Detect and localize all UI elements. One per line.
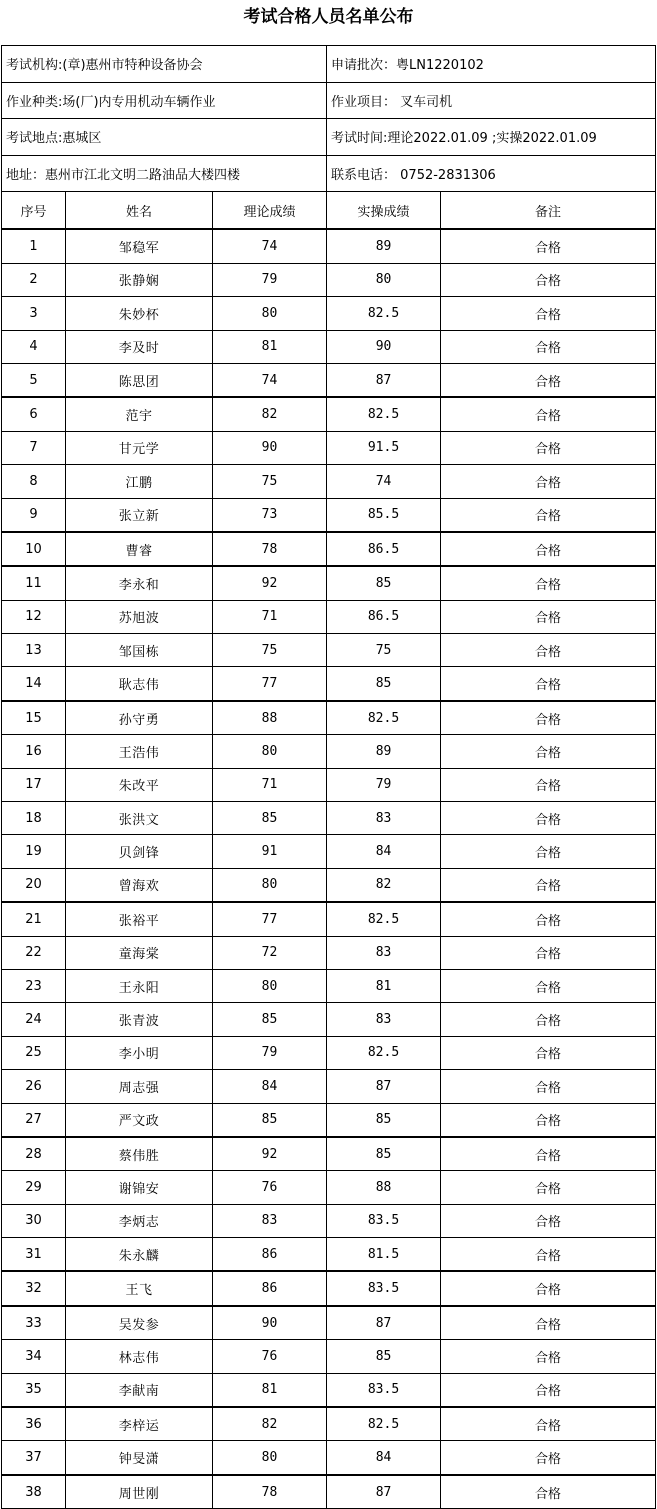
location-cell: 考试地点:惠城区 [2,119,327,156]
row-index-cell: 2 [2,263,66,296]
row-theory-cell: 88 [213,701,327,735]
row-practical-cell: 88 [327,1171,441,1204]
table-row [2,330,656,363]
row-practical-cell: 85 [327,1103,441,1137]
table-row [2,1103,656,1137]
row-theory-cell: 71 [213,768,327,801]
table-row [2,1441,656,1475]
table-row [2,532,656,566]
row-remark-cell: 合格 [441,498,656,532]
table-row [2,263,656,296]
row-name-cell: 李小明 [66,1036,213,1069]
row-theory-cell: 82 [213,1407,327,1441]
table-row [2,297,656,330]
row-remark-cell: 合格 [441,1036,656,1069]
row-name-cell: 江鹏 [66,465,213,498]
row-practical-cell: 87 [327,1475,441,1509]
row-name-cell: 邹稳军 [66,229,213,263]
row-name-cell: 朱妙杯 [66,297,213,330]
row-name-cell: 张立新 [66,498,213,532]
row-remark-cell: 合格 [441,902,656,936]
info-row-3 [2,119,656,156]
table-row [2,1238,656,1272]
job-type-cell: 作业种类:场(厂)内专用机动车辆作业 [2,82,327,119]
row-name-cell: 孙守勇 [66,701,213,735]
row-index-cell: 21 [2,902,66,936]
row-practical-cell: 84 [327,1441,441,1475]
row-theory-cell: 77 [213,902,327,936]
row-practical-cell: 85.5 [327,498,441,532]
row-practical-cell: 87 [327,363,441,397]
row-practical-cell: 85 [327,1137,441,1171]
row-practical-cell: 85 [327,566,441,600]
row-name-cell: 李梓运 [66,1407,213,1441]
row-index-cell: 37 [2,1441,66,1475]
table-row [2,868,656,902]
table-row [2,465,656,498]
row-index-cell: 32 [2,1271,66,1305]
row-remark-cell: 合格 [441,1271,656,1305]
phone-cell: 联系电话： 0752-2831306 [327,155,656,192]
row-name-cell: 贝剑锋 [66,835,213,868]
row-name-cell: 曾海欢 [66,868,213,902]
row-name-cell: 王浩伟 [66,735,213,768]
row-theory-cell: 86 [213,1271,327,1305]
row-practical-cell: 82.5 [327,397,441,431]
row-index-cell: 34 [2,1340,66,1373]
table-row [2,902,656,936]
row-index-cell: 6 [2,397,66,431]
table-row [2,802,656,835]
table-row [2,498,656,532]
row-name-cell: 蔡伟胜 [66,1137,213,1171]
row-index-cell: 22 [2,936,66,969]
table-row [2,1003,656,1036]
table-row [2,363,656,397]
row-practical-cell: 82.5 [327,1036,441,1069]
row-index-cell: 25 [2,1036,66,1069]
row-theory-cell: 71 [213,600,327,633]
row-name-cell: 邹国栋 [66,634,213,667]
institution-cell: 考试机构:(章)惠州市特种设备协会 [2,46,327,83]
row-practical-cell: 89 [327,735,441,768]
row-practical-cell: 75 [327,634,441,667]
row-remark-cell: 合格 [441,1407,656,1441]
row-name-cell: 周世刚 [66,1475,213,1509]
row-index-cell: 33 [2,1306,66,1340]
row-remark-cell: 合格 [441,532,656,566]
row-practical-cell: 80 [327,263,441,296]
row-practical-cell: 87 [327,1306,441,1340]
table-row [2,229,656,263]
header-theory: 理论成绩 [213,192,327,230]
row-remark-cell: 合格 [441,1003,656,1036]
row-index-cell: 28 [2,1137,66,1171]
table-row [2,667,656,701]
row-remark-cell: 合格 [441,263,656,296]
row-theory-cell: 83 [213,1204,327,1237]
row-theory-cell: 76 [213,1171,327,1204]
row-remark-cell: 合格 [441,1171,656,1204]
row-remark-cell: 合格 [441,297,656,330]
row-index-cell: 11 [2,566,66,600]
row-remark-cell: 合格 [441,229,656,263]
row-index-cell: 17 [2,768,66,801]
page-title: 考试合格人员名单公布 [243,7,414,27]
row-name-cell: 张洪文 [66,802,213,835]
row-practical-cell: 82 [327,868,441,902]
row-theory-cell: 75 [213,634,327,667]
row-theory-cell: 92 [213,1137,327,1171]
row-practical-cell: 84 [327,835,441,868]
row-practical-cell: 86.5 [327,600,441,633]
row-practical-cell: 83.5 [327,1271,441,1305]
row-name-cell: 张青波 [66,1003,213,1036]
row-name-cell: 钟旻潇 [66,1441,213,1475]
row-remark-cell: 合格 [441,1204,656,1237]
row-practical-cell: 87 [327,1070,441,1103]
row-index-cell: 1 [2,229,66,263]
row-index-cell: 27 [2,1103,66,1137]
row-practical-cell: 83.5 [327,1373,441,1407]
table-row [2,701,656,735]
row-practical-cell: 86.5 [327,532,441,566]
row-theory-cell: 81 [213,330,327,363]
row-name-cell: 朱改平 [66,768,213,801]
row-theory-cell: 76 [213,1340,327,1373]
table-row [2,936,656,969]
row-theory-cell: 86 [213,1238,327,1272]
row-index-cell: 26 [2,1070,66,1103]
row-theory-cell: 78 [213,532,327,566]
row-theory-cell: 72 [213,936,327,969]
row-practical-cell: 79 [327,768,441,801]
row-index-cell: 31 [2,1238,66,1272]
row-theory-cell: 80 [213,969,327,1002]
row-name-cell: 童海棠 [66,936,213,969]
info-row-4 [2,155,656,192]
row-theory-cell: 80 [213,1441,327,1475]
table-row [2,600,656,633]
row-theory-cell: 75 [213,465,327,498]
table-header-row [2,192,656,230]
row-index-cell: 36 [2,1407,66,1441]
table-row [2,566,656,600]
row-theory-cell: 79 [213,1036,327,1069]
exam-time-cell: 考试时间:理论2022.01.09 ;实操2022.01.09 [327,119,656,156]
header-remark: 备注 [441,192,656,230]
row-name-cell: 甘元学 [66,431,213,464]
row-index-cell: 35 [2,1373,66,1407]
row-remark-cell: 合格 [441,1306,656,1340]
row-remark-cell: 合格 [441,1103,656,1137]
row-remark-cell: 合格 [441,936,656,969]
row-remark-cell: 合格 [441,802,656,835]
row-index-cell: 8 [2,465,66,498]
row-remark-cell: 合格 [441,600,656,633]
row-remark-cell: 合格 [441,397,656,431]
row-practical-cell: 82.5 [327,902,441,936]
row-practical-cell: 85 [327,1340,441,1373]
row-remark-cell: 合格 [441,1340,656,1373]
row-remark-cell: 合格 [441,1373,656,1407]
row-index-cell: 12 [2,600,66,633]
row-practical-cell: 82.5 [327,297,441,330]
row-theory-cell: 74 [213,363,327,397]
row-remark-cell: 合格 [441,835,656,868]
row-theory-cell: 85 [213,1103,327,1137]
table-row [2,1204,656,1237]
row-theory-cell: 91 [213,835,327,868]
row-remark-cell: 合格 [441,566,656,600]
row-index-cell: 14 [2,667,66,701]
row-remark-cell: 合格 [441,634,656,667]
row-name-cell: 李献南 [66,1373,213,1407]
row-remark-cell: 合格 [441,969,656,1002]
row-theory-cell: 90 [213,1306,327,1340]
row-practical-cell: 91.5 [327,431,441,464]
header-practical: 实操成绩 [327,192,441,230]
row-remark-cell: 合格 [441,1475,656,1509]
table-row [2,1340,656,1373]
header-index: 序号 [2,192,66,230]
row-theory-cell: 73 [213,498,327,532]
row-theory-cell: 82 [213,397,327,431]
row-name-cell: 吴发参 [66,1306,213,1340]
row-practical-cell: 82.5 [327,701,441,735]
row-index-cell: 29 [2,1171,66,1204]
table-row [2,1373,656,1407]
row-theory-cell: 81 [213,1373,327,1407]
info-row-2 [2,82,656,119]
row-practical-cell: 90 [327,330,441,363]
row-name-cell: 林志伟 [66,1340,213,1373]
row-practical-cell: 82.5 [327,1407,441,1441]
row-index-cell: 13 [2,634,66,667]
table-row [2,1475,656,1509]
row-theory-cell: 84 [213,1070,327,1103]
table-row [2,835,656,868]
row-practical-cell: 81.5 [327,1238,441,1272]
row-name-cell: 李永和 [66,566,213,600]
row-remark-cell: 合格 [441,1137,656,1171]
table-row [2,1036,656,1069]
row-index-cell: 19 [2,835,66,868]
row-index-cell: 30 [2,1204,66,1237]
row-name-cell: 耿志伟 [66,667,213,701]
row-name-cell: 严文政 [66,1103,213,1137]
table-row [2,1137,656,1171]
row-name-cell: 曹睿 [66,532,213,566]
row-remark-cell: 合格 [441,667,656,701]
row-remark-cell: 合格 [441,1070,656,1103]
row-practical-cell: 89 [327,229,441,263]
row-name-cell: 朱永麟 [66,1238,213,1272]
row-name-cell: 李炳志 [66,1204,213,1237]
row-remark-cell: 合格 [441,363,656,397]
row-index-cell: 9 [2,498,66,532]
table-row [2,1407,656,1441]
row-remark-cell: 合格 [441,431,656,464]
row-index-cell: 10 [2,532,66,566]
row-practical-cell: 83.5 [327,1204,441,1237]
row-name-cell: 陈思团 [66,363,213,397]
table-row [2,431,656,464]
table-row [2,1271,656,1305]
info-row-1 [2,46,656,83]
row-name-cell: 李及时 [66,330,213,363]
row-theory-cell: 80 [213,735,327,768]
table-row [2,969,656,1002]
row-practical-cell: 74 [327,465,441,498]
row-practical-cell: 85 [327,667,441,701]
row-theory-cell: 78 [213,1475,327,1509]
address-cell: 地址：惠州市江北文明二路油品大楼四楼 [2,155,327,192]
row-name-cell: 张裕平 [66,902,213,936]
row-remark-cell: 合格 [441,768,656,801]
table-row [2,735,656,768]
row-remark-cell: 合格 [441,1441,656,1475]
row-remark-cell: 合格 [441,465,656,498]
table-row [2,768,656,801]
row-theory-cell: 74 [213,229,327,263]
row-theory-cell: 90 [213,431,327,464]
row-index-cell: 18 [2,802,66,835]
row-index-cell: 4 [2,330,66,363]
results-table [1,45,656,1509]
table-row [2,1306,656,1340]
row-name-cell: 苏旭波 [66,600,213,633]
row-index-cell: 15 [2,701,66,735]
row-theory-cell: 85 [213,802,327,835]
row-name-cell: 谢锦安 [66,1171,213,1204]
row-index-cell: 23 [2,969,66,1002]
row-practical-cell: 81 [327,969,441,1002]
table-row [2,1171,656,1204]
row-index-cell: 5 [2,363,66,397]
row-remark-cell: 合格 [441,330,656,363]
row-theory-cell: 80 [213,868,327,902]
table-row [2,634,656,667]
table-row [2,1070,656,1103]
approval-cell: 申请批次：粤LN1220102 [327,46,656,83]
row-practical-cell: 83 [327,1003,441,1036]
row-theory-cell: 79 [213,263,327,296]
row-theory-cell: 80 [213,297,327,330]
row-name-cell: 张静娴 [66,263,213,296]
row-name-cell: 王飞 [66,1271,213,1305]
row-remark-cell: 合格 [441,1238,656,1272]
row-remark-cell: 合格 [441,868,656,902]
row-name-cell: 周志强 [66,1070,213,1103]
row-index-cell: 7 [2,431,66,464]
row-practical-cell: 83 [327,936,441,969]
header-name: 姓名 [66,192,213,230]
row-remark-cell: 合格 [441,701,656,735]
job-item-cell: 作业项目： 叉车司机 [327,82,656,119]
row-theory-cell: 92 [213,566,327,600]
table-row [2,397,656,431]
row-index-cell: 3 [2,297,66,330]
row-theory-cell: 85 [213,1003,327,1036]
row-remark-cell: 合格 [441,735,656,768]
row-name-cell: 范宇 [66,397,213,431]
row-practical-cell: 83 [327,802,441,835]
row-theory-cell: 77 [213,667,327,701]
row-index-cell: 38 [2,1475,66,1509]
row-name-cell: 王永阳 [66,969,213,1002]
row-index-cell: 20 [2,868,66,902]
row-index-cell: 24 [2,1003,66,1036]
row-index-cell: 16 [2,735,66,768]
